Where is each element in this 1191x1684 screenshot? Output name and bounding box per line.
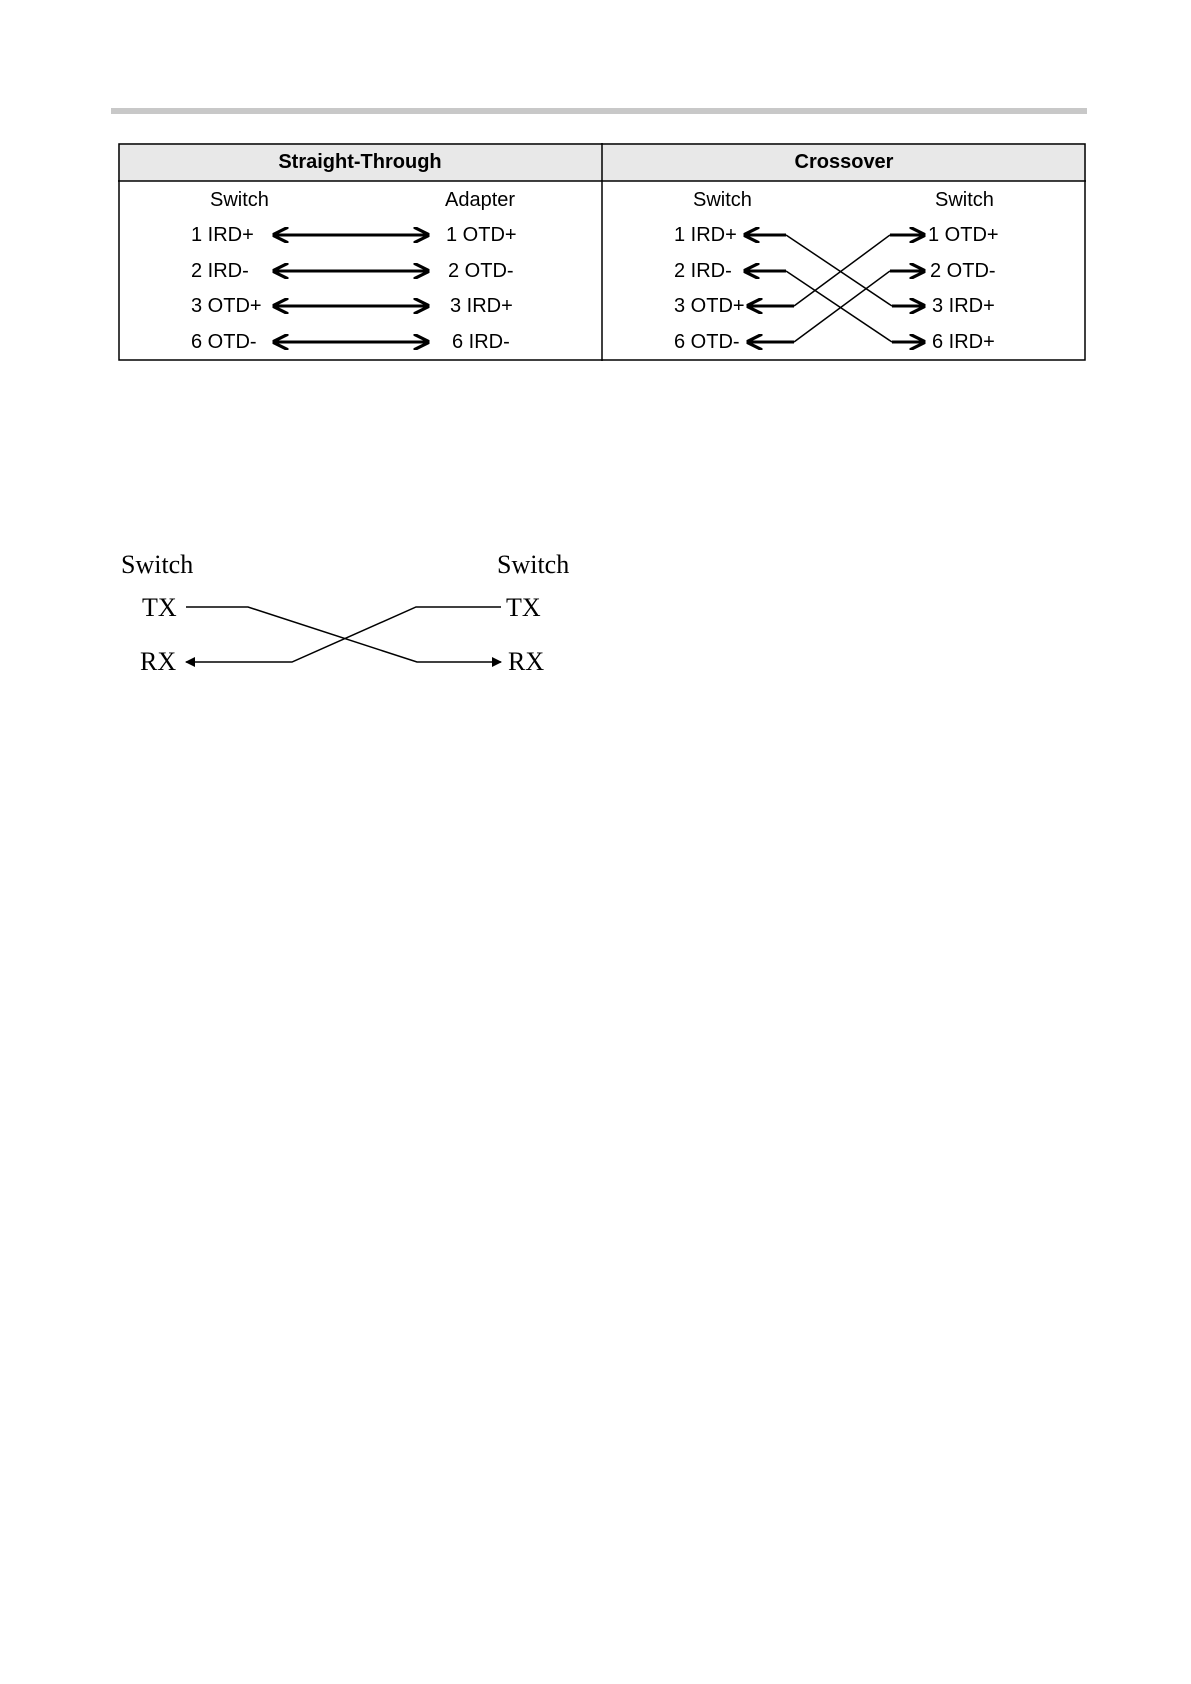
straight-left-pin-4: 6 OTD- [191,331,257,353]
cross-right-pin-2: 2 OTD- [930,260,996,282]
straight-right-pin-1: 1 OTD+ [446,224,517,246]
straight-left-heading: Switch [210,189,269,211]
cross-right-pin-1: 1 OTD+ [928,224,999,246]
straight-left-pin-2: 2 IRD- [191,260,249,282]
straight-right-pin-2: 2 OTD- [448,260,514,282]
straight-right-pin-4: 6 IRD- [452,331,510,353]
cross-left-heading: Switch [693,189,752,211]
cross-right-pin-3: 3 IRD+ [932,295,995,317]
right-switch-label: Switch [497,550,570,579]
header-rule [111,108,1087,114]
right-tx-label: TX [506,593,541,622]
left-tx-label: TX [142,593,177,622]
left-tx-to-right-rx-wire [186,607,492,662]
left-switch-label: Switch [121,550,194,579]
crossover-title: Crossover [794,151,894,173]
cross-right-heading: Switch [935,189,994,211]
right-tx-to-left-rx-wire [196,607,501,662]
straight-through-title: Straight-Through [278,151,442,173]
left-rx-label: RX [140,647,177,676]
cross-left-pin-1: 1 IRD+ [674,224,737,246]
cross-right-pin-4: 6 IRD+ [932,331,995,353]
cross-left-pin-3: 3 OTD+ [674,295,745,317]
pinout-table [118,143,1086,361]
straight-left-pin-1: 1 IRD+ [191,224,254,246]
straight-right-heading: Adapter [445,189,516,211]
cross-left-pin-4: 6 OTD- [674,331,740,353]
right-rx-label: RX [508,647,545,676]
straight-right-pin-3: 3 IRD+ [450,295,513,317]
tx-rx-crossover-diagram [100,545,600,685]
straight-left-pin-3: 3 OTD+ [191,295,262,317]
cross-left-pin-2: 2 IRD- [674,260,732,282]
